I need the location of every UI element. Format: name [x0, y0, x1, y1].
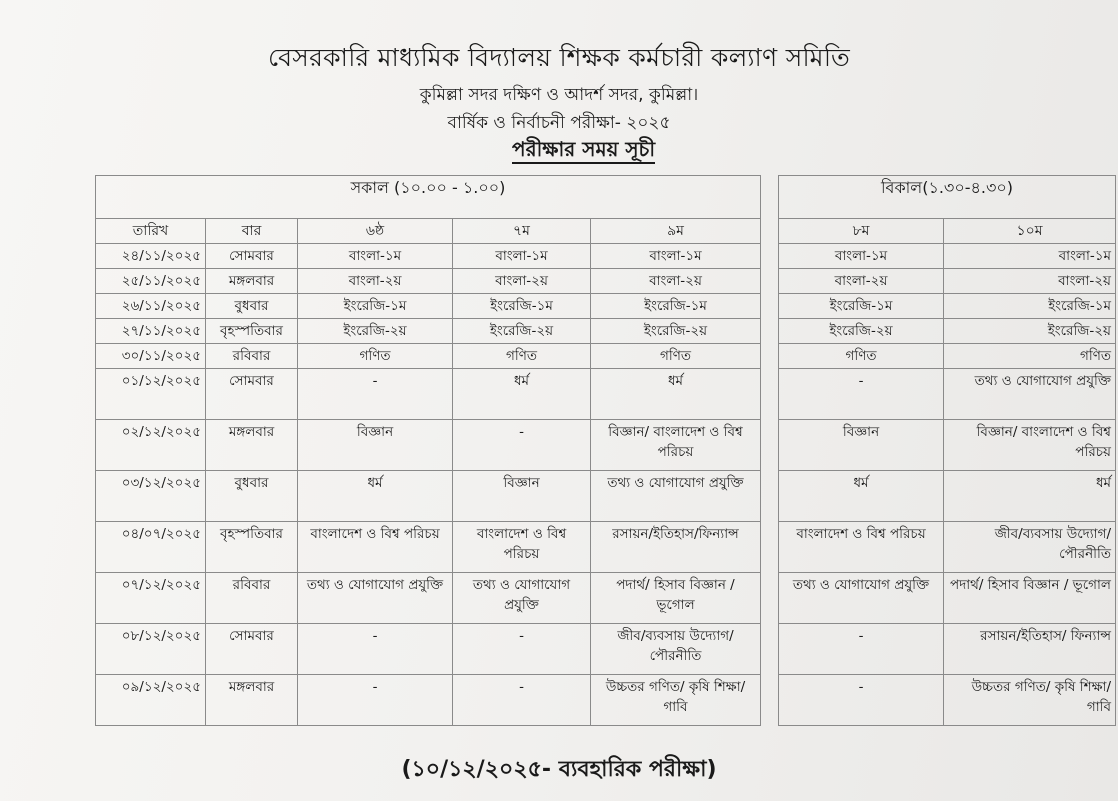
day-cell: সোমবার [206, 369, 298, 420]
schedule-row [96, 294, 1116, 319]
class-9-cell: তথ্য ও যোগাযোগ প্রযুক্তি [591, 471, 761, 522]
day-cell: বুধবার [206, 294, 298, 319]
afternoon-session-label: বিকাল(১.৩০-৪.৩০) [779, 176, 1116, 219]
column-header-row [96, 219, 1116, 244]
class-6-cell: - [298, 369, 453, 420]
row-divider [761, 369, 779, 420]
class-10-cell: উচ্চতর গণিত/ কৃষি শিক্ষা/ গাবি [944, 675, 1116, 726]
row-divider [761, 573, 779, 624]
day-cell: মঙ্গলবার [206, 675, 298, 726]
day-cell: মঙ্গলবার [206, 420, 298, 471]
schedule-row [96, 369, 1116, 420]
class-6-cell: গণিত [298, 344, 453, 369]
schedule-row [96, 471, 1116, 522]
schedule-row [96, 319, 1116, 344]
date-cell: ০৭/১২/২০২৫ [96, 573, 206, 624]
practical-exam-note: (১০/১২/২০২৫- ব্যবহারিক পরীক্ষা) [401, 757, 717, 782]
morning-session-label: সকাল (১০.০০ - ১.০০) [96, 176, 761, 219]
class-7-cell: তথ্য ও যোগাযোগ প্রযুক্তি [453, 573, 591, 624]
class-9-cell: ইংরেজি-১ম [591, 294, 761, 319]
class-10-cell: বাংলা-২য় [944, 269, 1116, 294]
schedule-row [96, 420, 1116, 471]
class-6-cell: ধর্ম [298, 471, 453, 522]
location-line: কুমিল্লা সদর দক্ষিণ ও আদর্শ সদর, কুমিল্লা। [419, 85, 699, 105]
schedule-row [96, 624, 1116, 675]
session-row [96, 176, 1116, 219]
schedule-row [96, 675, 1116, 726]
class-8-cell: - [779, 369, 944, 420]
date-cell: ০৮/১২/২০২৫ [96, 624, 206, 675]
class-9-cell: বাংলা-২য় [591, 269, 761, 294]
class-10-cell: রসায়ন/ইতিহাস/ ফিন্যান্স [944, 624, 1116, 675]
class-6-cell: বাংলাদেশ ও বিশ্ব পরিচয় [298, 522, 453, 573]
col-header-class-7: ৭ম [453, 219, 591, 244]
class-6-cell: ইংরেজি-২য় [298, 319, 453, 344]
class-8-cell: ইংরেজি-১ম [779, 294, 944, 319]
class-7-cell: ইংরেজি-১ম [453, 294, 591, 319]
class-8-cell: বিজ্ঞান [779, 420, 944, 471]
row-divider [761, 420, 779, 471]
class-8-cell: ধর্ম [779, 471, 944, 522]
col-header-class-10: ১০ম [944, 219, 1116, 244]
row-divider [761, 269, 779, 294]
col-header-class-6: ৬ষ্ঠ [298, 219, 453, 244]
schedule-row [96, 573, 1116, 624]
class-8-cell: ইংরেজি-২য় [779, 319, 944, 344]
schedule-heading: পরীক্ষার সময় সূচী [512, 136, 655, 164]
class-7-cell: - [453, 624, 591, 675]
class-10-cell: ইংরেজি-১ম [944, 294, 1116, 319]
class-6-cell: - [298, 675, 453, 726]
day-cell: বৃহস্পতিবার [206, 319, 298, 344]
class-10-cell: ইংরেজি-২য় [944, 319, 1116, 344]
row-divider [761, 344, 779, 369]
document-title: বেসরকারি মাধ্যমিক বিদ্যালয় শিক্ষক কর্মচারী কল্যাণ সমিতি [267, 43, 851, 72]
schedule-row [96, 269, 1116, 294]
class-7-cell: - [453, 675, 591, 726]
day-cell: রবিবার [206, 573, 298, 624]
class-9-cell: ইংরেজি-২য় [591, 319, 761, 344]
class-7-cell: - [453, 420, 591, 471]
class-7-cell: ধর্ম [453, 369, 591, 420]
row-divider [761, 522, 779, 573]
date-cell: ০১/১২/২০২৫ [96, 369, 206, 420]
class-6-cell: বাংলা-১ম [298, 244, 453, 269]
class-8-cell: - [779, 675, 944, 726]
schedule-row [96, 244, 1116, 269]
class-10-cell: বাংলা-১ম [944, 244, 1116, 269]
date-cell: ২৫/১১/২০২৫ [96, 269, 206, 294]
col-header-date: তারিখ [96, 219, 206, 244]
class-10-cell: ধর্ম [944, 471, 1116, 522]
class-8-cell: গণিত [779, 344, 944, 369]
class-7-cell: বাংলা-২য় [453, 269, 591, 294]
day-cell: সোমবার [206, 244, 298, 269]
date-cell: ০৪/০৭/২০২৫ [96, 522, 206, 573]
header-divider [761, 219, 779, 244]
class-6-cell: ইংরেজি-১ম [298, 294, 453, 319]
class-9-cell: পদার্থ/ হিসাব বিজ্ঞান / ভূগোল [591, 573, 761, 624]
class-9-cell: উচ্চতর গণিত/ কৃষি শিক্ষা/ গাবি [591, 675, 761, 726]
class-7-cell: ইংরেজি-২য় [453, 319, 591, 344]
date-cell: ০২/১২/২০২৫ [96, 420, 206, 471]
col-header-day: বার [206, 219, 298, 244]
row-divider [761, 471, 779, 522]
exam-schedule-table [95, 175, 1116, 726]
class-6-cell: বাংলা-২য় [298, 269, 453, 294]
class-7-cell: বিজ্ঞান [453, 471, 591, 522]
class-10-cell: গণিত [944, 344, 1116, 369]
class-10-cell: তথ্য ও যোগাযোগ প্রযুক্তি [944, 369, 1116, 420]
date-cell: ২৬/১১/২০২৫ [96, 294, 206, 319]
class-8-cell: তথ্য ও যোগাযোগ প্রযুক্তি [779, 573, 944, 624]
class-9-cell: বাংলা-১ম [591, 244, 761, 269]
date-cell: ০৩/১২/২০২৫ [96, 471, 206, 522]
class-7-cell: বাংলাদেশ ও বিশ্ব পরিচয় [453, 522, 591, 573]
class-8-cell: বাংলাদেশ ও বিশ্ব পরিচয় [779, 522, 944, 573]
day-cell: সোমবার [206, 624, 298, 675]
date-cell: ২৭/১১/২০২৫ [96, 319, 206, 344]
schedule-row [96, 344, 1116, 369]
class-6-cell: তথ্য ও যোগাযোগ প্রযুক্তি [298, 573, 453, 624]
row-divider [761, 624, 779, 675]
row-divider [761, 244, 779, 269]
day-cell: বুধবার [206, 471, 298, 522]
schedule-row [96, 522, 1116, 573]
session-divider [761, 176, 779, 219]
class-9-cell: বিজ্ঞান/ বাংলাদেশ ও বিশ্ব পরিচয় [591, 420, 761, 471]
row-divider [761, 675, 779, 726]
class-9-cell: রসায়ন/ইতিহাস/ফিন্যান্স [591, 522, 761, 573]
class-10-cell: বিজ্ঞান/ বাংলাদেশ ও বিশ্ব পরিচয় [944, 420, 1116, 471]
date-cell: ৩০/১১/২০২৫ [96, 344, 206, 369]
day-cell: মঙ্গলবার [206, 269, 298, 294]
class-8-cell: বাংলা-১ম [779, 244, 944, 269]
date-cell: ০৯/১২/২০২৫ [96, 675, 206, 726]
class-9-cell: গণিত [591, 344, 761, 369]
class-6-cell: বিজ্ঞান [298, 420, 453, 471]
class-9-cell: ধর্ম [591, 369, 761, 420]
class-10-cell: পদার্থ/ হিসাব বিজ্ঞান / ভূগোল [944, 573, 1116, 624]
class-7-cell: বাংলা-১ম [453, 244, 591, 269]
class-8-cell: বাংলা-২য় [779, 269, 944, 294]
date-cell: ২৪/১১/২০২৫ [96, 244, 206, 269]
exam-name: বার্ষিক ও নির্বাচনী পরীক্ষা- ২০২৫ [447, 113, 671, 133]
row-divider [761, 319, 779, 344]
class-6-cell: - [298, 624, 453, 675]
day-cell: বৃহস্পতিবার [206, 522, 298, 573]
row-divider [761, 294, 779, 319]
col-header-class-8: ৮ম [779, 219, 944, 244]
class-7-cell: গণিত [453, 344, 591, 369]
class-10-cell: জীব/ব্যবসায় উদ্যোগ/ পৌরনীতি [944, 522, 1116, 573]
class-9-cell: জীব/ব্যবসায় উদ্যোগ/ পৌরনীতি [591, 624, 761, 675]
col-header-class-9: ৯ম [591, 219, 761, 244]
day-cell: রবিবার [206, 344, 298, 369]
class-8-cell: - [779, 624, 944, 675]
